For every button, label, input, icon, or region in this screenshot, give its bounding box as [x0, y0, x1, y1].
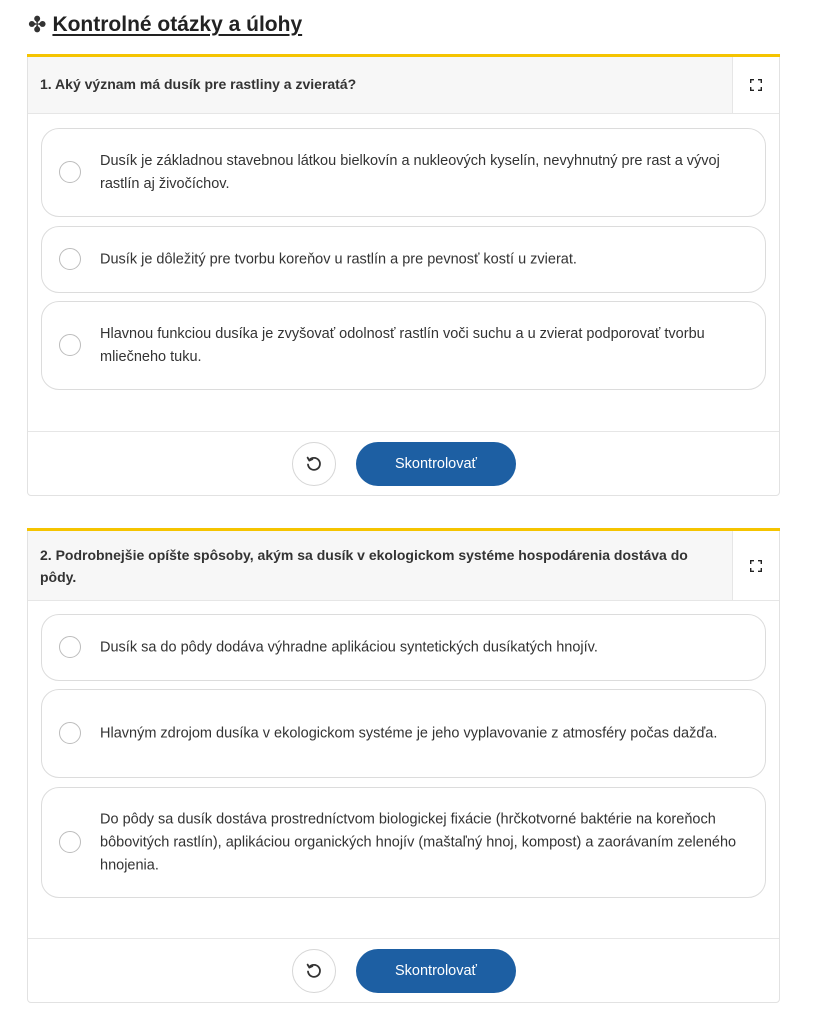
answer-text: Dusík sa do pôdy dodáva výhradne aplikáciou syntetických dusíkatých hnojív. [100, 639, 598, 655]
answer-option[interactable] [41, 689, 766, 778]
answer-text: Do pôdy sa dusík dostáva prostredníctvom biologickej fixácie (hrčkotvorné baktérie na koreňoch bôbovitých rastlín), aplikáciou organických hnojív (maštaľný hnoj, kompost) a zaorávaním zeleného hnojenia. [100, 811, 737, 873]
question-card-2 [27, 528, 780, 1003]
answer-option[interactable] [41, 787, 766, 898]
reset-icon [305, 962, 323, 980]
answer-text: Dusík je dôležitý pre tvorbu koreňov u rastlín a pre pevnosť kostí u zvierat. [100, 251, 577, 267]
question-card-1 [27, 54, 780, 496]
check-button[interactable]: Skontrolovať [356, 442, 516, 486]
section-title: Kontrolné otázky a úlohy [52, 13, 303, 36]
radio-button[interactable] [59, 334, 81, 356]
answer-text: Hlavným zdrojom dusíka v ekologickom systéme je jeho vyplavovanie z atmosféry počas dažďa. [100, 725, 718, 741]
question-footer [28, 431, 779, 496]
answer-option[interactable] [41, 128, 766, 217]
question-text: 2. Podrobnejšie opíšte spôsoby, akým sa dusík v ekologickom systéme hospodárenia dostáva do pôdy. [40, 547, 688, 585]
question-header [28, 531, 779, 601]
fullscreen-button[interactable] [732, 57, 779, 113]
radio-button[interactable] [59, 831, 81, 853]
answer-option[interactable] [41, 301, 766, 390]
section-heading [28, 10, 302, 40]
reset-button[interactable] [292, 442, 336, 486]
fullscreen-icon [750, 560, 762, 572]
fullscreen-button[interactable] [732, 531, 779, 600]
radio-button[interactable] [59, 248, 81, 270]
question-header [28, 57, 779, 114]
answer-text: Dusík je základnou stavebnou látkou bielkovín a nukleových kyselín, nevyhnutný pre rast a vývoj rastlín aj živočíchov. [100, 152, 720, 192]
fullscreen-icon [750, 79, 762, 91]
answer-option[interactable] [41, 614, 766, 681]
club-icon: ✤ [28, 12, 47, 37]
question-footer [28, 938, 779, 1003]
question-text: 1. Aký význam má dusík pre rastliny a zvieratá? [40, 76, 357, 92]
reset-button[interactable] [292, 949, 336, 993]
check-button[interactable]: Skontrolovať [356, 949, 516, 993]
answer-option[interactable] [41, 226, 766, 293]
reset-icon [305, 455, 323, 473]
radio-button[interactable] [59, 161, 81, 183]
answer-text: Hlavnou funkciou dusíka je zvyšovať odolnosť rastlín voči suchu a u zvierat podporovať tvorbu mliečneho tuku. [100, 325, 705, 365]
radio-button[interactable] [59, 636, 81, 658]
radio-button[interactable] [59, 722, 81, 744]
